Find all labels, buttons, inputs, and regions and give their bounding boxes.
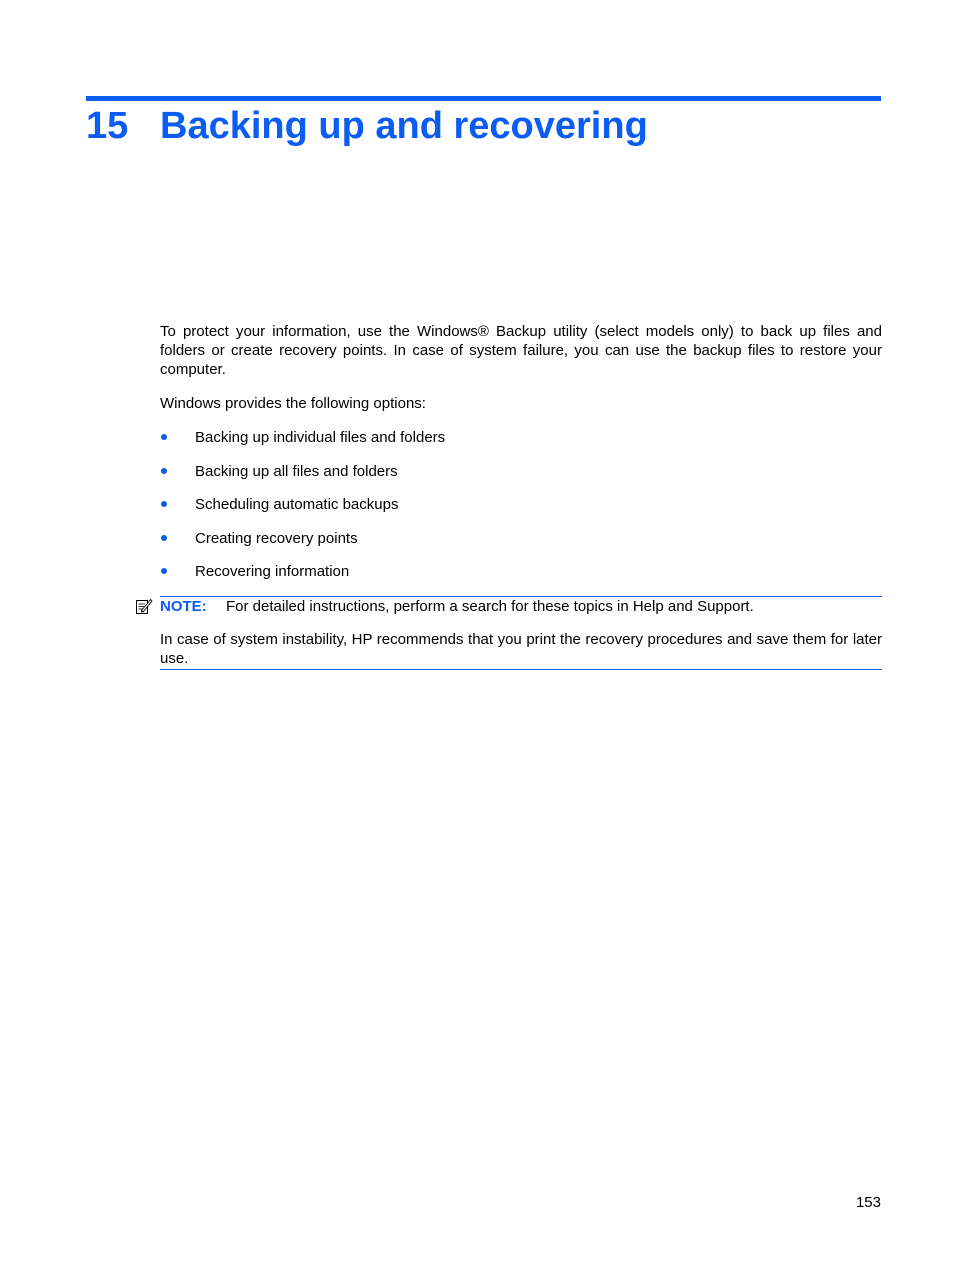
- options-list: [160, 427, 882, 595]
- note-text: For detailed instructions, perform a search for these topics in Help and Support.: [226, 598, 754, 615]
- list-item: [160, 528, 882, 562]
- note-pencil-icon: [135, 597, 153, 615]
- bullet-icon: [161, 501, 167, 507]
- note-line: [160, 597, 882, 616]
- bullet-icon: [161, 434, 167, 440]
- list-item: [160, 561, 882, 595]
- page-number: 153: [855, 1194, 881, 1211]
- note-rule-bottom: [160, 669, 882, 670]
- bullet-icon: [161, 468, 167, 474]
- list-item: [160, 461, 882, 495]
- note-paragraph: In case of system instability, HP recommends that you print the recovery procedures and save them for later use.: [160, 631, 882, 667]
- options-intro: Windows provides the following options:: [160, 395, 426, 412]
- list-item-text: Recovering information: [195, 563, 350, 581]
- chapter-heading: [86, 101, 881, 151]
- list-item-text: Backing up individual files and folders: [195, 429, 446, 446]
- intro-paragraph: To protect your information, use the Windows® Backup utility (select models only) to back up files and folders or create recovery points. In case of system failure, you can use the backup files to restore your computer.: [160, 323, 882, 378]
- chapter-number: 15: [86, 105, 129, 147]
- chapter-title: Backing up and recovering: [160, 105, 648, 147]
- note-label: NOTE:: [160, 598, 207, 615]
- list-item-text: Scheduling automatic backups: [195, 496, 399, 514]
- list-item-text: Backing up all files and folders: [195, 462, 398, 480]
- list-item: [160, 494, 882, 528]
- bullet-icon: [161, 535, 167, 541]
- list-item-text: Creating recovery points: [195, 529, 358, 547]
- bullet-icon: [161, 568, 167, 574]
- list-item: [160, 427, 882, 461]
